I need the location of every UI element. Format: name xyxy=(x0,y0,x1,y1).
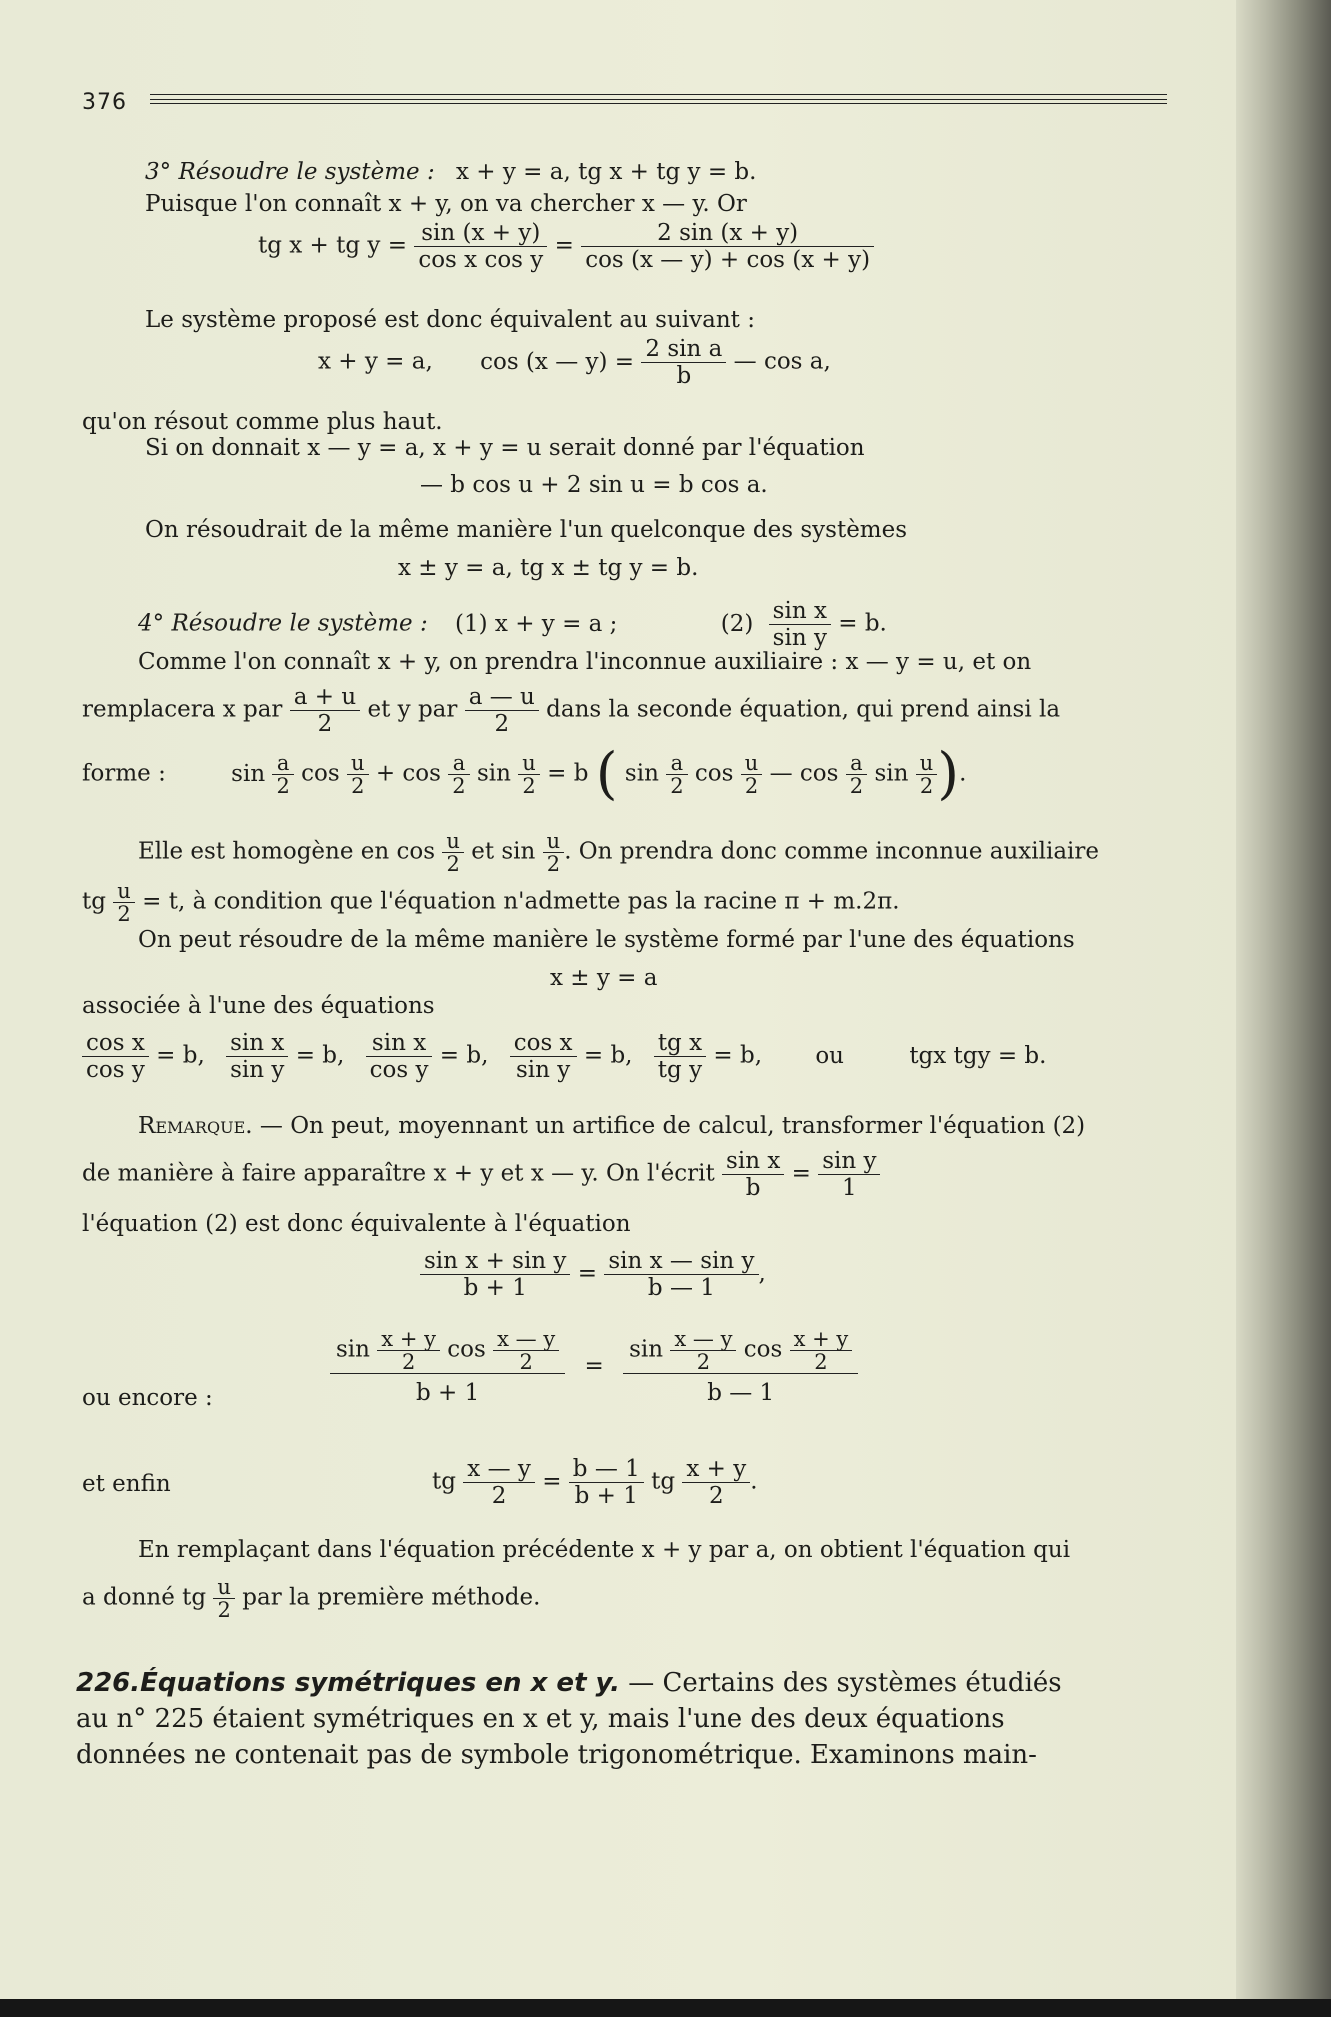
s4-title: 4° Résoudre le système : xyxy=(138,610,428,637)
denominator: b — 1 xyxy=(707,1380,775,1406)
denominator: sin y xyxy=(515,1057,571,1083)
cos: cos xyxy=(694,760,734,787)
numerator xyxy=(623,1328,858,1374)
remark-line1 xyxy=(138,1112,1085,1140)
s3-line6: On résoudrait de la même manière l'un quelconque des systèmes xyxy=(145,517,908,543)
numerator: x — y xyxy=(493,1328,559,1351)
s3-line3: Le système proposé est donc équivalent au suivant : xyxy=(145,307,755,333)
tg: tg xyxy=(651,1468,676,1495)
numerator: u xyxy=(518,752,540,775)
denominator: 2 xyxy=(317,711,333,737)
fraction xyxy=(347,752,369,797)
page-header xyxy=(82,90,1167,120)
numerator: u xyxy=(543,830,565,853)
section-text: — Certains des systèmes étudiés xyxy=(620,1668,1062,1698)
s4-forme-label: forme : xyxy=(82,760,166,787)
remark-encore: ou encore : xyxy=(82,1385,213,1411)
remark-enfin: et enfin xyxy=(82,1471,171,1497)
s4-eq-end: = b. xyxy=(838,610,887,637)
numerator: a xyxy=(272,752,293,775)
header-rule xyxy=(150,99,1167,100)
fraction xyxy=(581,220,874,273)
fraction xyxy=(604,1248,758,1301)
s4-eq5: x ± y = a xyxy=(550,965,658,991)
denominator: 2 xyxy=(446,852,460,876)
s3-title: 3° Résoudre le système : xyxy=(145,159,435,185)
fraction xyxy=(916,752,938,797)
plus-cos: + cos xyxy=(375,760,441,787)
fraction xyxy=(366,1030,433,1083)
fraction xyxy=(818,1148,880,1201)
equals-b: = b xyxy=(547,760,589,787)
numerator: tg x xyxy=(654,1030,706,1057)
s4-l5b: = t, à condition que l'équation n'admette pas la racine π + m.2π. xyxy=(142,888,900,915)
denominator: b + 1 xyxy=(415,1380,480,1406)
s3-eq2-c: — cos a, xyxy=(733,348,831,375)
denominator: b xyxy=(745,1175,761,1201)
s4-line7: associée à l'une des équations xyxy=(82,993,435,1019)
s4-eq-1: (1) x + y = a ; xyxy=(455,610,618,637)
fraction xyxy=(682,1456,750,1509)
denominator: 2 xyxy=(744,774,759,798)
fraction xyxy=(420,1248,570,1301)
numerator: u xyxy=(916,752,938,775)
denominator: tg y xyxy=(657,1057,703,1083)
fraction xyxy=(113,880,135,925)
denominator: b + 1 xyxy=(463,1275,527,1301)
numerator: sin x xyxy=(366,1030,433,1057)
equation-list xyxy=(82,1030,1172,1083)
sin: sin xyxy=(874,760,909,787)
numerator: sin x + sin y xyxy=(420,1248,570,1275)
fraction xyxy=(226,1030,288,1083)
numerator: u xyxy=(442,830,464,853)
remark-line5 xyxy=(82,1576,540,1621)
fraction xyxy=(846,752,867,797)
numerator: sin (x + y) xyxy=(414,220,547,247)
section-title: Équations symétriques en x et y. xyxy=(140,1668,620,1698)
remark-eq3: tg $\frac{x — y}{2}$ = $\frac{b — 1}{b + 1}$ tg $\frac{x + y}{2}$ . xyxy=(432,1456,758,1509)
section-226-heading xyxy=(76,1666,1062,1700)
header-rule xyxy=(150,94,1167,95)
equals-b: = b, xyxy=(583,1042,633,1069)
s3-eq1 xyxy=(258,220,874,273)
denominator: cos y xyxy=(86,1057,145,1083)
s3-eq1-lhs: tg x + tg y = xyxy=(258,232,407,259)
s3-line4: qu'on résout comme plus haut. xyxy=(82,409,443,435)
remark-text: — On peut, moyennant un artifice de calcul, transformer l'équation (2) xyxy=(252,1113,1086,1139)
numerator: a xyxy=(846,752,867,775)
s4-line3 xyxy=(82,684,1060,737)
equals: = xyxy=(542,1468,562,1495)
remark-line2 xyxy=(82,1148,880,1201)
denominator: 2 xyxy=(276,774,290,798)
numerator: a xyxy=(666,752,687,775)
s4-eq-2: (2) xyxy=(720,610,754,637)
remark-eq1: $\frac{\text{sin x + sin y}}{b + 1}$ = $\frac{\text{sin x — sin y}}{b — 1}$ , xyxy=(420,1248,766,1301)
denominator: 2 xyxy=(522,774,536,798)
denominator: 2 xyxy=(670,774,684,798)
numerator: b — 1 xyxy=(569,1456,644,1483)
s4-l3b: et y par xyxy=(367,696,458,723)
numerator: 2 sin (x + y) xyxy=(581,220,874,247)
denominator: b xyxy=(676,363,692,389)
denominator: 2 xyxy=(696,1350,711,1374)
fraction xyxy=(272,752,293,797)
denominator: sin y xyxy=(230,1057,285,1083)
s4-title-line xyxy=(138,598,887,651)
numerator: x + y xyxy=(377,1328,440,1351)
denominator: sin y xyxy=(772,625,827,651)
equals: = xyxy=(554,232,574,259)
s4-line2: Comme l'on connaît x + y, on prendra l'inconnue auxiliaire : x — y = u, et on xyxy=(138,649,1032,675)
denominator: 2 xyxy=(217,1598,231,1622)
cos: cos xyxy=(447,1336,486,1363)
fraction xyxy=(741,752,763,797)
fraction xyxy=(448,752,469,797)
remark-eq2 xyxy=(330,1328,858,1406)
remark-l2a: de manière à faire apparaître x + y et x — y. On l'écrit xyxy=(82,1160,715,1187)
numerator: a — u xyxy=(465,684,539,711)
denominator: 2 xyxy=(708,1483,724,1509)
equals: = xyxy=(584,1353,604,1379)
denominator: 2 xyxy=(494,711,510,737)
fraction xyxy=(377,1328,440,1373)
fraction xyxy=(465,684,539,737)
s4-l4c: . On prendra donc comme inconnue auxiliaire xyxy=(564,838,1100,865)
denominator: b + 1 xyxy=(574,1483,638,1509)
minus-cos: — cos xyxy=(769,760,839,787)
s4-line5 xyxy=(82,880,900,925)
s3-eq3: — b cos u + 2 sin u = b cos a. xyxy=(420,472,768,498)
denominator: cos x cos y xyxy=(418,247,544,273)
denominator: 1 xyxy=(842,1175,857,1201)
s4-line6: On peut résoudre de la même manière le système formé par l'une des équations xyxy=(138,927,1075,953)
numerator: u xyxy=(113,880,135,903)
numerator xyxy=(330,1328,565,1374)
header-rule xyxy=(150,103,1167,104)
fraction xyxy=(769,598,831,651)
numerator: sin x xyxy=(226,1030,288,1057)
s3-system: x + y = a, tg x + tg y = b. xyxy=(456,159,757,185)
page-number: 376 xyxy=(82,90,127,115)
equals-b: = b, xyxy=(156,1042,205,1069)
fraction xyxy=(666,752,687,797)
numerator: x — y xyxy=(670,1328,736,1351)
sin: sin xyxy=(476,760,511,787)
s3-eq4: x ± y = a, tg x ± tg y = b. xyxy=(398,555,699,581)
denominator: 2 xyxy=(849,774,864,798)
numerator: a + u xyxy=(290,684,360,711)
sin: sin xyxy=(336,1336,370,1363)
denominator: 2 xyxy=(814,1350,828,1374)
numerator: cos x xyxy=(510,1030,577,1057)
fraction xyxy=(442,830,464,875)
sin: sin xyxy=(629,1336,664,1363)
denominator: 2 xyxy=(546,852,561,876)
fraction xyxy=(213,1576,235,1621)
denominator: 2 xyxy=(519,1350,533,1374)
fraction xyxy=(790,1328,853,1373)
numerator: cos x xyxy=(82,1030,149,1057)
s4-forme-line: forme : sin $\frac{a}{2}$ cos $\frac{u}{2}$ + cos $\frac{a}{2}$ sin $\frac{u}{2}$ = b ( sin $\frac{a}{2}$ cos $\frac{u}{2}$ — cos $\frac{a}{2}$ sin $\frac{u}{2}$ ). xyxy=(82,741,967,807)
s4-l4a: Elle est homogène en cos xyxy=(138,838,436,865)
fraction xyxy=(463,1456,535,1509)
equals-b: = b, xyxy=(295,1042,345,1069)
remark-l5a: a donné tg xyxy=(82,1584,207,1611)
s3-line5: Si on donnait x — y = a, x + y = u serait donné par l'équation xyxy=(145,435,865,461)
sin: sin xyxy=(624,760,659,787)
remark-line4: En remplaçant dans l'équation précédente x + y par a, on obtient l'équation qui xyxy=(138,1537,1071,1563)
denominator: 2 xyxy=(401,1350,416,1374)
numerator: sin x — sin y xyxy=(604,1248,758,1275)
fraction xyxy=(510,1030,577,1083)
list-last: tgx tgy = b. xyxy=(909,1042,1047,1069)
cos: cos xyxy=(301,760,340,787)
fraction xyxy=(414,220,547,273)
numerator: x + y xyxy=(790,1328,853,1351)
numerator: sin y xyxy=(818,1148,880,1175)
book-spine-shadow xyxy=(1236,0,1331,2017)
equals-b: = b, xyxy=(713,1042,763,1069)
numerator: x — y xyxy=(463,1456,535,1483)
fraction xyxy=(518,752,540,797)
denominator: cos y xyxy=(369,1057,429,1083)
fraction xyxy=(290,684,360,737)
remark-l5b: par la première méthode. xyxy=(242,1584,541,1611)
fraction xyxy=(493,1328,559,1373)
s4-l5a: tg xyxy=(82,888,106,915)
numerator: a xyxy=(448,752,469,775)
s4-line4 xyxy=(138,830,1099,875)
numerator: u xyxy=(347,752,369,775)
equals: = xyxy=(577,1260,598,1287)
s4-l3a: remplacera x par xyxy=(82,696,283,723)
fraction xyxy=(82,1030,149,1083)
denominator: 2 xyxy=(491,1483,507,1509)
denominator: 2 xyxy=(452,774,466,798)
sin: sin xyxy=(231,760,266,787)
fraction xyxy=(722,1148,784,1201)
s4-l4b: et sin xyxy=(471,838,536,865)
scan-bottom-edge xyxy=(0,1999,1331,2017)
equals-b: = b, xyxy=(439,1042,489,1069)
ou: ou xyxy=(815,1042,844,1069)
numerator: 2 sin a xyxy=(641,336,726,363)
numerator: sin x xyxy=(722,1148,784,1175)
s3-eq2 xyxy=(318,336,831,389)
numerator: u xyxy=(213,1576,235,1599)
s3-eq2-b: cos (x — y) = xyxy=(480,348,635,375)
section-number: 226. xyxy=(76,1668,141,1698)
fraction xyxy=(569,1456,644,1509)
remark-line3: l'équation (2) est donc équivalente à l'équation xyxy=(82,1211,631,1237)
denominator: b — 1 xyxy=(647,1275,715,1301)
s4-l3c: dans la seconde équation, qui prend ainsi la xyxy=(546,696,1061,723)
denominator: 2 xyxy=(351,774,365,798)
right-paren: ) xyxy=(937,741,960,807)
left-paren: ( xyxy=(595,741,618,807)
numerator: x + y xyxy=(682,1456,750,1483)
numerator: u xyxy=(741,752,763,775)
denominator: cos (x — y) + cos (x + y) xyxy=(585,247,871,273)
denominator: 2 xyxy=(117,902,131,926)
s3-eq2-a: x + y = a, xyxy=(318,348,433,375)
denominator: 2 xyxy=(919,774,934,798)
tg: tg xyxy=(432,1468,456,1495)
numerator: sin x xyxy=(769,598,831,625)
big-fraction xyxy=(623,1328,858,1406)
fraction xyxy=(641,336,726,389)
equals: = xyxy=(791,1160,811,1187)
s3-line2: Puisque l'on connaît x + y, on va chercher x — y. Or xyxy=(145,191,747,217)
big-fraction xyxy=(330,1328,565,1406)
section-226-line3: données ne contenait pas de symbole trigonométrique. Examinons main- xyxy=(76,1740,1037,1770)
cos: cos xyxy=(743,1336,783,1363)
fraction xyxy=(670,1328,736,1373)
s3-title-line xyxy=(145,158,756,186)
fraction xyxy=(543,830,565,875)
section-226-line2: au n° 225 étaient symétriques en x et y, mais l'une des deux équations xyxy=(76,1704,1005,1734)
remark-label: Remarque. xyxy=(138,1113,253,1139)
fraction xyxy=(654,1030,706,1083)
